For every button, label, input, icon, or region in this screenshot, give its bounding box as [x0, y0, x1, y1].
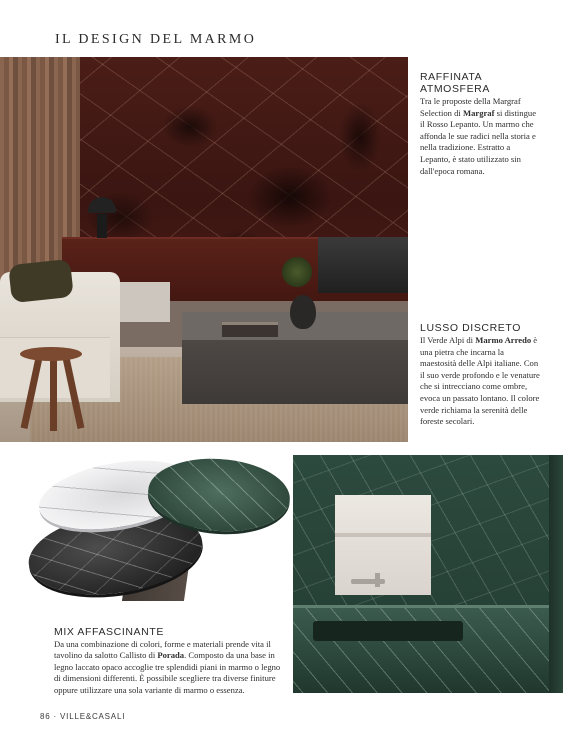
- books: [222, 322, 278, 337]
- block-text: [54, 639, 284, 696]
- footer-separator: ·: [53, 712, 57, 721]
- block-text: [420, 335, 540, 428]
- article-block-lusso: [420, 322, 540, 428]
- stool-leg: [50, 359, 57, 431]
- page-footer: [40, 712, 125, 721]
- living-room-photo: [0, 57, 408, 442]
- faucet-stem: [375, 573, 380, 587]
- green-marble-bathroom-photo: [293, 455, 563, 693]
- text-part: Tra le proposte della Margraf Selection di: [420, 96, 521, 118]
- pillow: [8, 259, 74, 303]
- vase: [290, 295, 316, 329]
- plant: [282, 257, 312, 287]
- page-number: 86: [40, 712, 51, 721]
- brand-name: Marmo Arredo: [475, 335, 532, 345]
- block-title: MIX AFFASCINANTE: [54, 626, 164, 638]
- text-part: Il Verde Alpi di: [420, 335, 476, 345]
- text-part: è una pietra che incarna la maestosità delle Alpi italiane. Con il suo verde profondo e le venature che si intrecciano come ombre, evoca un passato lontano. Il colore verde richiama la serenità delle foreste secolari.: [420, 335, 540, 427]
- article-block-raffinata: [420, 71, 540, 177]
- brand-name: Margraf: [462, 107, 495, 118]
- block-text: [420, 96, 540, 177]
- magazine-name: VILLE&CASALI: [60, 712, 126, 721]
- fireplace: [318, 237, 408, 293]
- article-block-mix: [54, 626, 284, 696]
- block-title: LUSSO DISCRETO: [420, 322, 521, 334]
- lamp-base: [97, 214, 107, 238]
- block-title: RAFFINATA ATMOSFERA: [420, 71, 490, 95]
- coffee-tables-photo: [20, 455, 292, 625]
- brand-name: Porada: [157, 650, 185, 661]
- text-part: . Composto da una base in legno laccato opaco accoglie tre splendidi piani in marmo o legno di dimensioni differenti. È possibile scegliere tra diverse finiture oppure utilizzare una sola variante di marmo o essenza.: [54, 650, 281, 695]
- stool-top: [20, 347, 82, 361]
- marble-basin: [293, 605, 563, 693]
- niche-shelf: [335, 533, 431, 537]
- section-title: IL DESIGN DEL MARMO: [55, 32, 257, 47]
- text-part: si distingue il Rosso Lepanto. Un marmo che affonda le sue radici nella storia e nella tradizione. Estratto a Lepanto, è stato utilizzato sin dall'epoca romana.: [420, 107, 537, 176]
- text-part: Da una combinazione di colori, forme e materiali prende vita il tavolino da salotto Callisto di: [54, 639, 271, 661]
- sink: [313, 621, 463, 641]
- marble-edge: [549, 455, 563, 693]
